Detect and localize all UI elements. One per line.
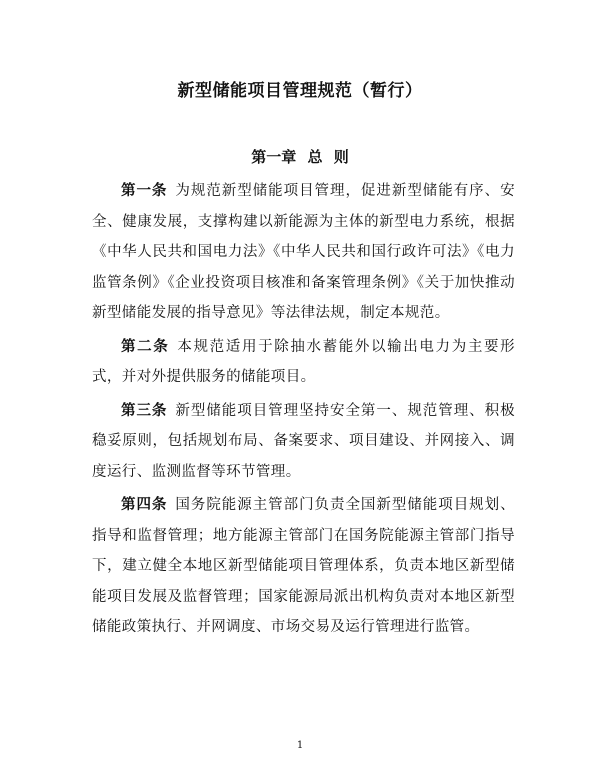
- article-text: 为规范新型储能项目管理，促进新型储能有序、安全、健康发展，支撑构建以新能源为主体的新型电力系统，根据《中华人民共和国电力法》《中华人民共和国行政许可法》《电力监管条例》《企业投资项目核准和备案管理条例》《关于加快推动新型储能发展的指导意见》等法律法规，制定本规范。: [92, 183, 515, 321]
- article-text: 新型储能项目管理坚持安全第一、规范管理、积极稳妥原则，包括规划布局、备案要求、项目建设、并网接入、调度运行、监测监督等环节管理。: [92, 402, 515, 480]
- article-label: 第一条: [121, 183, 168, 199]
- article-label: 第二条: [121, 338, 170, 355]
- chapter-title: 第一章 总 则: [251, 148, 349, 166]
- article-3: [92, 396, 515, 488]
- document-title: 新型储能项目管理规范（暂行）: [177, 81, 423, 101]
- article-text: 国务院能源主管部门负责全国新型储能项目规划、指导和监督管理；地方能源主管部门在国务院能源主管部门指导下，建立健全本地区新型储能项目管理体系，负责本地区新型储能项目发展及监督管理；国家能源局派出机构负责对本地区新型储能政策执行、并网调度、市场交易及运行管理进行监管。: [92, 497, 515, 635]
- article-4: [92, 490, 515, 643]
- article-1: [92, 176, 515, 329]
- document-body: [92, 176, 515, 646]
- article-label: 第四条: [121, 497, 168, 513]
- article-2: [92, 332, 515, 393]
- article-text: 本规范适用于除抽水蓄能外以输出电力为主要形式，并对外提供服务的储能项目。: [92, 338, 515, 385]
- article-label: 第三条: [121, 402, 168, 419]
- page-number: 1: [296, 740, 304, 751]
